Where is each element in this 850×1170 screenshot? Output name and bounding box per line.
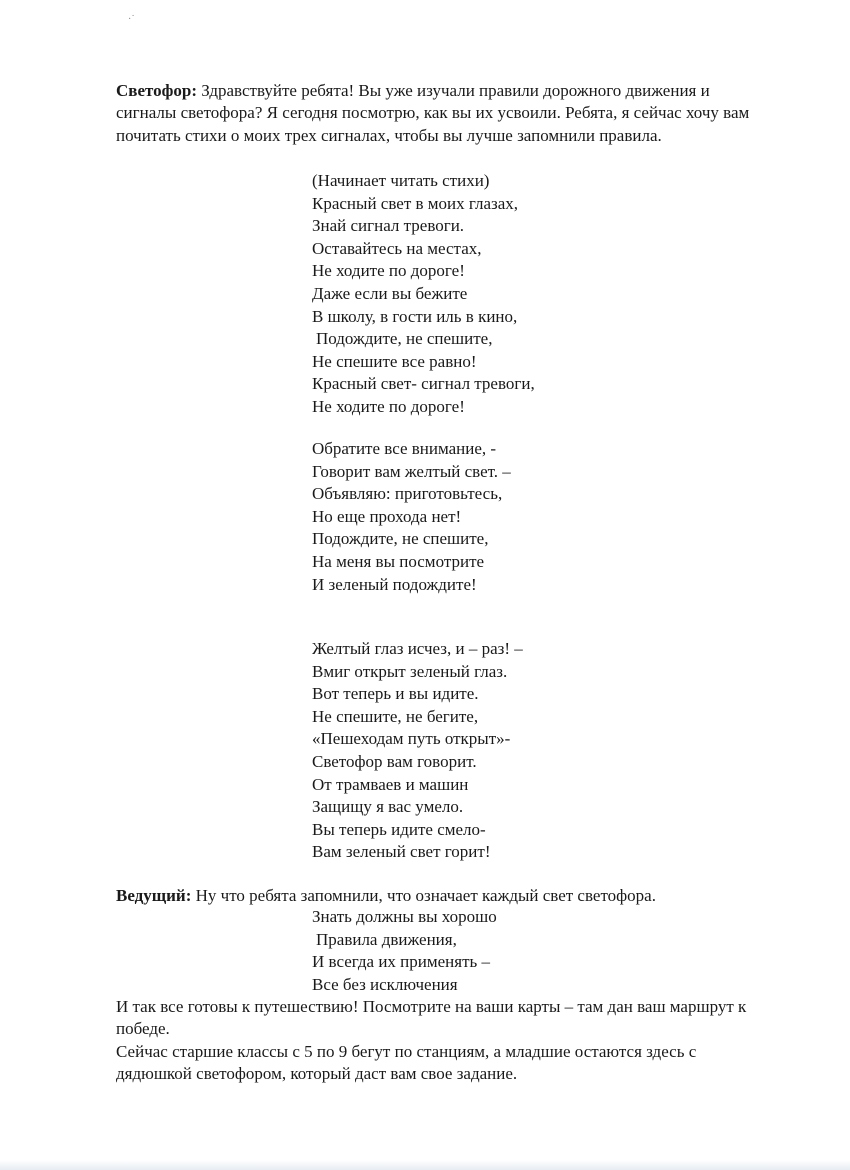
verse-line: Обратите все внимание, - xyxy=(312,439,497,458)
closing-paragraph-1: И так все готовы к путешествию! Посмотрите на ваши карты – там дан ваш маршрут к победе. xyxy=(116,997,747,1039)
verse-line: На меня вы посмотрите xyxy=(312,551,485,571)
verse-line: Не спешите, не бегите, xyxy=(312,706,479,726)
verse-line: Вот теперь и вы идите. xyxy=(312,684,479,704)
verse-line: Знай сигнал тревоги. xyxy=(312,216,465,236)
host-paragraph xyxy=(116,885,756,907)
verse-line: В школу, в гости иль в кино, xyxy=(312,306,518,326)
verse-line: Объявляю: приготовьтесь, xyxy=(312,484,503,504)
verse-line: Знать должны вы хорошо xyxy=(312,907,497,926)
verse-rules xyxy=(312,906,732,996)
scan-edge xyxy=(0,1160,850,1170)
verse-line: Даже если вы бежите xyxy=(312,283,468,303)
verse-line: Защищу я вас умело. xyxy=(312,797,464,817)
verse-line: Подождите, не спешите, xyxy=(312,529,489,549)
verse-line: Но еще прохода нет! xyxy=(312,506,462,526)
scan-speck: ·˙ xyxy=(128,14,135,25)
speaker-host: Ведущий: xyxy=(116,886,192,905)
verse-line: Говорит вам желтый свет. – xyxy=(312,461,511,481)
intro-text: Здравствуйте ребята! Вы уже изучали правили дорожного движения и сигналы светофора? Я сегодня посмотрю, как вы их усвоили. Ребята, я сейчас хочу вам почитать стихи о моих трех сигналах, чтобы вы лучше запомнили правила. xyxy=(116,81,750,145)
verse-line: И всегда их применять – xyxy=(312,952,491,972)
verse-line: Вы теперь идите смело- xyxy=(312,819,486,839)
verse-line: Правила движения, xyxy=(316,929,457,949)
verse-line: Вам зеленый свет горит! xyxy=(312,842,491,862)
verse-line: Подождите, не спешите, xyxy=(316,329,493,349)
stage-direction: (Начинает читать стихи) xyxy=(312,171,490,190)
verse-line: Желтый глаз исчез, и – раз! – xyxy=(312,639,523,658)
host-text: Ну что ребята запомнили, что означает каждый свет светофора. xyxy=(191,886,656,905)
verse-line: И зеленый подождите! xyxy=(312,574,477,594)
intro-paragraph xyxy=(116,80,756,147)
verse-red xyxy=(312,170,732,419)
verse-line: Все без исключения xyxy=(312,974,458,994)
verse-line: Оставайтесь на местах, xyxy=(312,238,482,258)
verse-line: Вмиг открыт зеленый глаз. xyxy=(312,661,508,681)
verse-line: Светофор вам говорит. xyxy=(312,751,477,771)
verse-line: От трамваев и машин xyxy=(312,774,469,794)
verse-line: «Пешеходам путь открыт»- xyxy=(312,729,511,749)
verse-yellow xyxy=(312,438,732,596)
verse-line: Красный свет в моих глазах, xyxy=(312,193,519,213)
verse-green xyxy=(312,638,732,864)
verse-line: Красный свет- сигнал тревоги, xyxy=(312,374,535,394)
closing-paragraph-2: Сейчас старшие классы с 5 по 9 бегут по станциям, а младшие остаются здесь с дядюшкой светофором, который даст вам свое задание. xyxy=(116,1042,697,1084)
speaker-svetofor: Светофор: xyxy=(116,81,198,100)
verse-line: Не спешите все равно! xyxy=(312,351,477,371)
verse-line: Не ходите по дороге! xyxy=(312,396,465,416)
verse-line: Не ходите по дороге! xyxy=(312,261,465,281)
